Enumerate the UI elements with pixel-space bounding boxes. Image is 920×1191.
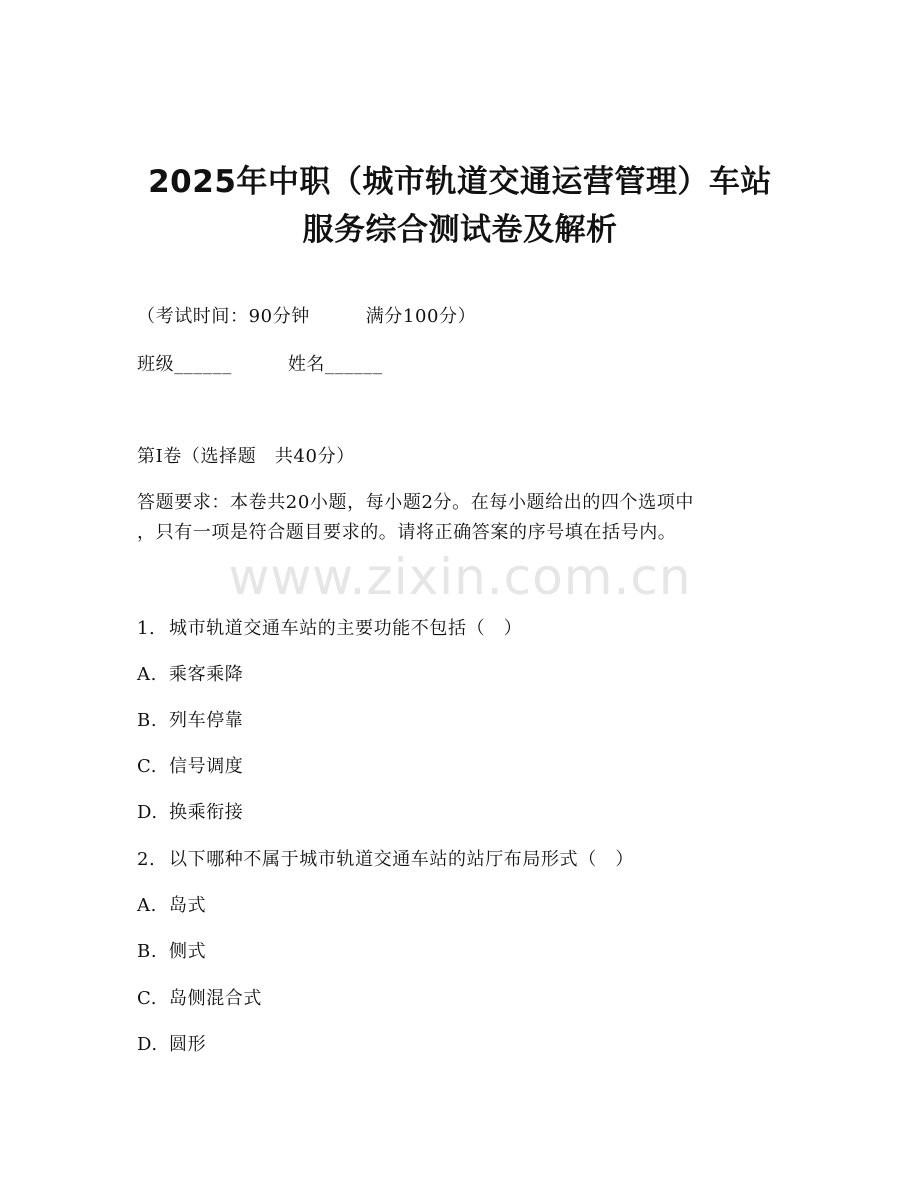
option-text: 侧式 [169,941,207,962]
section-heading: 第I卷（选择题 共40分） [137,446,355,467]
question-1-option-d [137,798,243,824]
exam-info: （考试时间：90分钟 满分100分） [137,306,477,327]
option-letter: D. [137,1034,158,1055]
option-text: 乘客乘降 [169,664,244,685]
instruction-line-1: 答题要求：本卷共20小题，每小题2分。在每小题给出的四个选项中 [137,492,694,513]
option-text: 列车停靠 [169,710,244,731]
question-number: 1. [137,618,156,639]
question-text: 城市轨道交通车站的主要功能不包括（ ） [169,618,523,639]
class-field-label: 班级______ [137,354,232,375]
question-2-option-b [137,937,206,963]
option-letter: A. [137,895,157,916]
option-letter: A. [137,664,157,685]
option-text: 岛式 [169,895,207,916]
question-number: 2. [137,849,156,870]
option-letter: C. [137,756,158,777]
document-title-line-1: 2025年中职（城市轨道交通运营管理）车站 [148,164,772,200]
document-title-line-2: 服务综合测试卷及解析 [302,212,618,248]
question-text: 以下哪种不属于城市轨道交通车站的站厅布局形式（ ） [169,849,634,870]
option-text: 岛侧混合式 [169,988,262,1009]
option-text: 信号调度 [169,756,244,777]
option-letter: B. [137,710,158,731]
name-field-label: 姓名______ [287,354,383,375]
student-info-row [137,350,383,376]
question-2 [137,845,634,871]
question-2-option-a [137,891,206,917]
option-text: 圆形 [169,1034,207,1055]
option-letter: D. [137,802,158,823]
option-letter: B. [137,941,158,962]
watermark: www.zixin.com.cn [228,548,692,606]
question-2-option-c [137,984,262,1010]
option-letter: C. [137,988,158,1009]
question-1-option-c [137,752,243,778]
question-1 [137,614,522,640]
question-1-option-a [137,660,243,686]
question-1-option-b [137,706,243,732]
instruction-line-2: ，只有一项是符合题目要求的。请将正确答案的序号填在括号内。 [137,522,677,543]
option-text: 换乘衔接 [169,802,244,823]
question-2-option-d [137,1030,206,1056]
